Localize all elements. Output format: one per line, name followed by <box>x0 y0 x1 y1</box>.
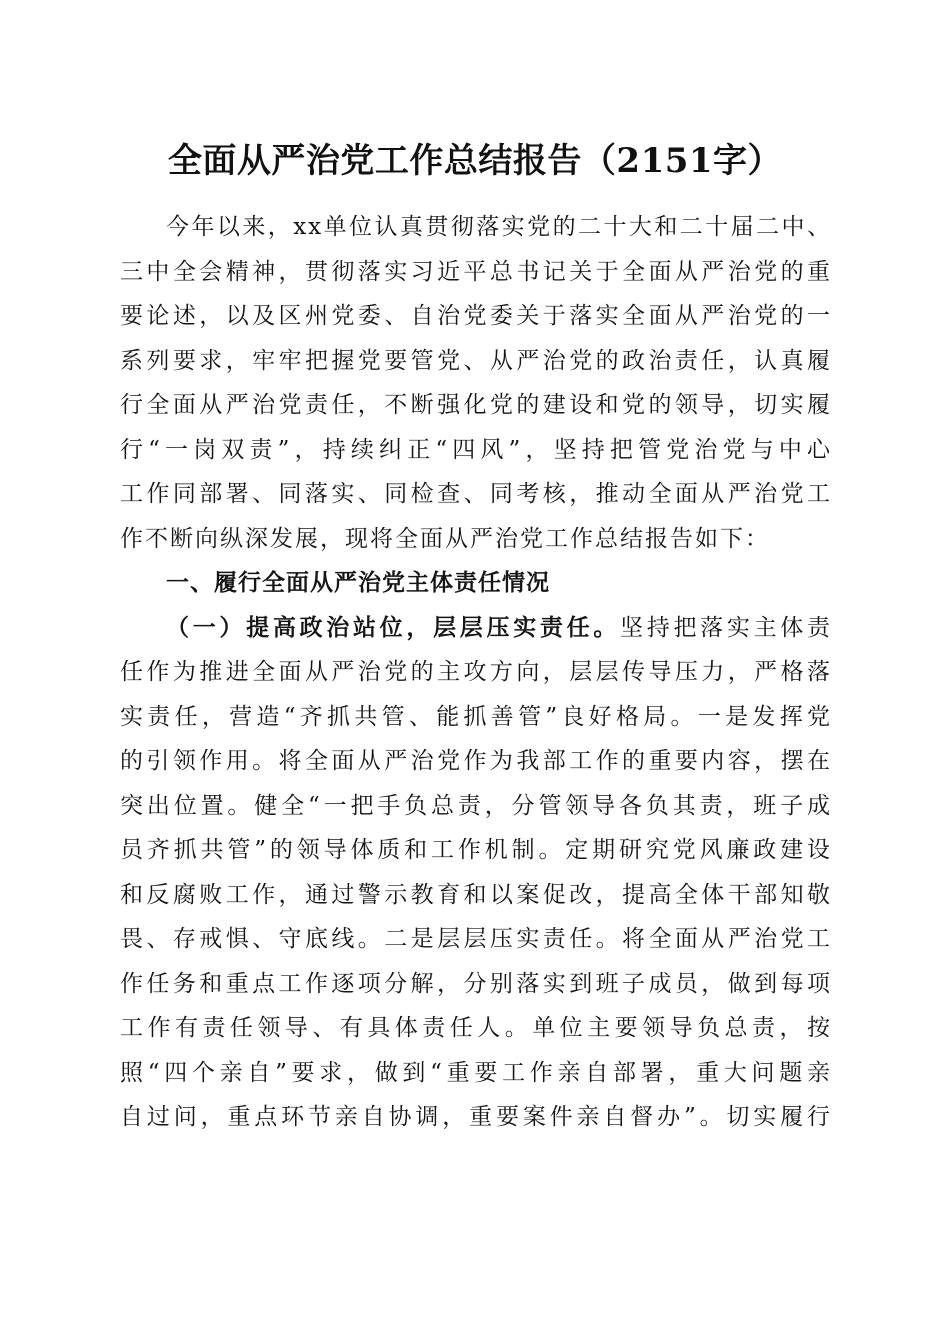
intro-line: 工作同部署、同落实、同检查、同考核，推动全面从严治党工 <box>120 481 832 507</box>
body-line: 突出位置。健全“一把手负总责，分管领导各负其责，班子成 <box>120 792 832 819</box>
section-heading: 一、履行全面从严治党主体责任情况 <box>166 570 550 596</box>
intro-line: 行全面从严治党责任，不断强化党的建设和党的领导，切实履 <box>120 392 832 418</box>
subsection-first-line <box>120 606 832 651</box>
intro-line: 系列要求，牢牢把握党要管党、从严治党的政治责任，认真履 <box>120 347 832 374</box>
body-line: 员齐抓共管”的领导体质和工作机制。定期研究党风廉政建设 <box>120 837 832 863</box>
body-line: 和反腐败工作，通过警示教育和以案促改，提高全体干部知敬 <box>120 881 832 908</box>
intro-line: 作不断向纵深发展，现将全面从严治党工作总结报告如下： <box>120 525 770 552</box>
document-title: 全面从严治党工作总结报告（2151字） <box>167 141 783 181</box>
body-line: 任作为推进全面从严治党的主攻方向，层层传导压力，严格落 <box>120 659 832 685</box>
document-body <box>120 205 832 1140</box>
subsection-lead: （一）提高政治站位，层层压实责任。 <box>166 613 621 641</box>
intro-line: 三中全会精神，贯彻落实习近平总书记关于全面从严治党的重 <box>120 258 832 285</box>
body-line: 实责任，营造“齐抓共管、能抓善管”良好格局。一是发挥党 <box>120 703 832 730</box>
body-line: 畏、存戒惧、守底线。二是层层压实责任。将全面从严治党工 <box>120 926 832 952</box>
body-line: 照“四个亲自”要求，做到“重要工作亲自部署，重大问题亲 <box>120 1059 832 1086</box>
body-line: 作任务和重点工作逐项分解，分别落实到班子成员，做到每项 <box>120 970 832 997</box>
subsection-first-rest: 坚持把落实主体责 <box>620 614 833 641</box>
intro-line: 今年以来，xx单位认真贯彻落实党的二十大和二十届二中、 <box>166 214 832 240</box>
body-line: 工作有责任领导、有具体责任人。单位主要领导负总责，按 <box>120 1015 832 1041</box>
intro-line: 行“一岗双责”，持续纠正“四风”，坚持把管党治党与中心 <box>120 436 832 463</box>
body-line: 自过问，重点环节亲自协调，重要案件亲自督办”。切实履行 <box>120 1104 832 1130</box>
intro-line: 要论述，以及区州党委、自治党委关于落实全面从严治党的一 <box>120 303 832 329</box>
body-line: 的引领作用。将全面从严治党作为我部工作的重要内容，摆在 <box>120 748 832 774</box>
